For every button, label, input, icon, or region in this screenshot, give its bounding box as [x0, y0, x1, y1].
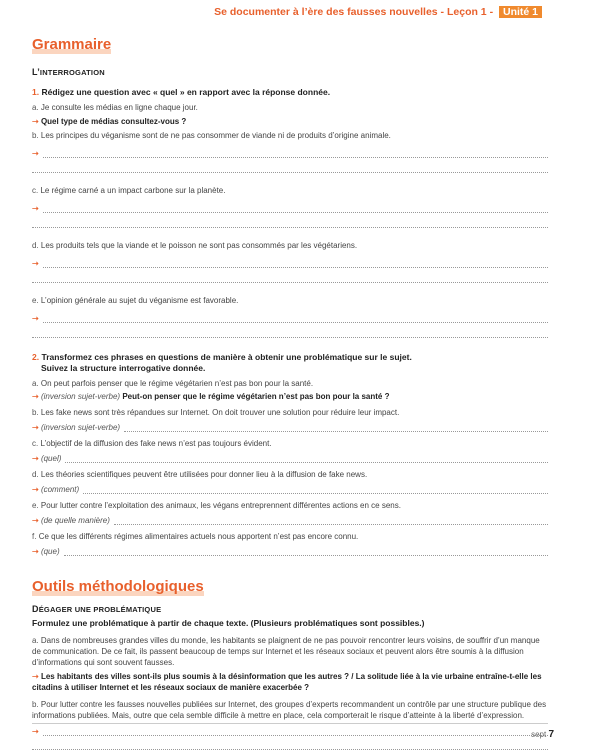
arrow-icon: ➝: [32, 392, 39, 401]
exercise-2-item-f: f. Ce que les différents régimes alimentaires actuels nous apportent n’est pas encore connu. ➝ (que): [32, 531, 548, 556]
example-answer: Les habitants des villes sont-ils plus soumis à la désinformation que les autres ? / La solitude liée à la vie urbaine entraîne-t-elle les citadins à utiliser Internet et les réseaux sociaux de manière exacerbée ?: [32, 672, 542, 692]
answer-line[interactable]: [32, 274, 548, 283]
page-content: [32, 36, 548, 750]
arrow-icon: ➝: [32, 672, 39, 681]
grammaire-subhead: L’INTERROGATION: [32, 67, 105, 77]
answer-line[interactable]: [64, 548, 548, 556]
answer-line[interactable]: [32, 741, 548, 750]
answer-line[interactable]: [43, 260, 548, 268]
example-answer: Peut-on penser que le régime végétarien n’est pas bon pour la santé ?: [122, 392, 390, 401]
answer-line[interactable]: [124, 424, 548, 432]
page-header: [214, 6, 542, 18]
outils-subhead: DÉGAGER UNE PROBLÉMATIQUE: [32, 604, 162, 614]
arrow-icon: ➝: [32, 516, 39, 525]
arrow-icon: ➝: [32, 117, 39, 126]
arrow-icon: ➝: [32, 149, 39, 158]
exercise-1-item-b: b. Les principes du véganisme sont de ne pas consommer de viande ni de produits d’origine animale. ➝: [32, 130, 548, 173]
arrow-icon: ➝: [32, 314, 39, 323]
outils-title: Outils méthodologiques: [32, 578, 204, 595]
exercise-2-item-a: a. On peut parfois penser que le régime végétarien n’est pas bon pour la santé. ➝ (inversion sujet-verbe) Peut-on penser que le régime végétarien n’est pas bon pour la santé ?: [32, 379, 390, 401]
answer-line[interactable]: [114, 517, 548, 525]
exercise-2-item-e: e. Pour lutter contre l’exploitation des animaux, les végans entreprennent différentes actions en ce sens. ➝ (de quelle manière): [32, 500, 548, 525]
exercise-1-item-e: e. L’opinion générale au sujet du véganisme est favorable. ➝: [32, 295, 548, 338]
footer-rule: [32, 723, 548, 724]
answer-line[interactable]: [83, 486, 548, 494]
outils-item-a: a. Dans de nombreuses grandes villes du monde, les habitants se plaignent de ne pas pouvoir rencontrer leurs voisins, de souffrir d’un manque de communication. De ce fait, ils passent beaucoup de temps sur Internet et les réseaux sociaux et peuvent alors être soumis à la diffusion d’informations qui sont souvent fausses. ➝ Les habitants des villes sont-ils plus soumis à la désinformation que les autres ? / La solitude liée à la vie urbaine entraîne-t-elle les citadins à utiliser Internet et les réseaux sociaux de manière exacerbée ?: [32, 636, 542, 692]
exercise-1-item-c: c. Le régime carné a un impact carbone sur la planète. ➝: [32, 185, 548, 228]
exercise-2-item-b: b. Les fake news sont très répandues sur Internet. On doit trouver une solution pour réduire leur impact. ➝ (inversion sujet-verbe): [32, 407, 548, 432]
exercise-2-instruction: 2. Transformez ces phrases en questions de manière à obtenir une problématique sur le sujet. Suivez la structure interrogative donnée.: [32, 352, 412, 373]
exercise-2-item-c: c. L’objectif de la diffusion des fake news n’est pas toujours évident. ➝ (quel): [32, 438, 548, 463]
answer-line[interactable]: [32, 329, 548, 338]
exercise-1-item-d: d. Les produits tels que la viande et le poisson ne sont pas consommés par les végétariens. ➝: [32, 240, 548, 283]
answer-line[interactable]: [43, 205, 548, 213]
arrow-icon: ➝: [32, 204, 39, 213]
arrow-icon: ➝: [32, 423, 39, 432]
answer-line[interactable]: [65, 455, 548, 463]
exercise-1-instruction: 1. Rédigez une question avec « quel » en rapport avec la réponse donnée.: [32, 87, 331, 97]
unit-badge: Unité 1: [499, 6, 542, 18]
answer-line[interactable]: [32, 164, 548, 173]
example-answer: Quel type de médias consultez-vous ?: [40, 117, 187, 126]
outils-item-b: b. Pour lutter contre les fausses nouvelles publiées sur Internet, des groupes d’experts recommandent un contrôle par une structure publique des informations publiées. Mais, outre que cela semble difficile à mettre en place, cela comporterait le risque d’atteinte à la liberté d’expression. ➝: [32, 699, 548, 750]
arrow-icon: ➝: [32, 485, 39, 494]
arrow-icon: ➝: [32, 259, 39, 268]
page-number: sept 7: [531, 729, 554, 740]
answer-line[interactable]: [43, 315, 548, 323]
arrow-icon: ➝: [32, 727, 39, 736]
header-title: Se documenter à l’ère des fausses nouvelles - Leçon 1 -: [214, 6, 494, 18]
exercise-2-item-d: d. Les théories scientifiques peuvent être utilisées pour donner lieu à la diffusion de fake news. ➝ (comment): [32, 469, 548, 494]
grammaire-title: Grammaire: [32, 36, 112, 53]
arrow-icon: ➝: [32, 547, 39, 556]
answer-line[interactable]: [32, 219, 548, 228]
outils-instruction: Formulez une problématique à partir de chaque texte. (Plusieurs problématiques sont possibles.): [32, 618, 425, 628]
answer-line[interactable]: [43, 150, 548, 158]
answer-line[interactable]: [43, 728, 548, 736]
arrow-icon: ➝: [32, 454, 39, 463]
exercise-1-item-a: a. Je consulte les médias en ligne chaque jour. ➝ Quel type de médias consultez-vous ?: [32, 103, 198, 126]
